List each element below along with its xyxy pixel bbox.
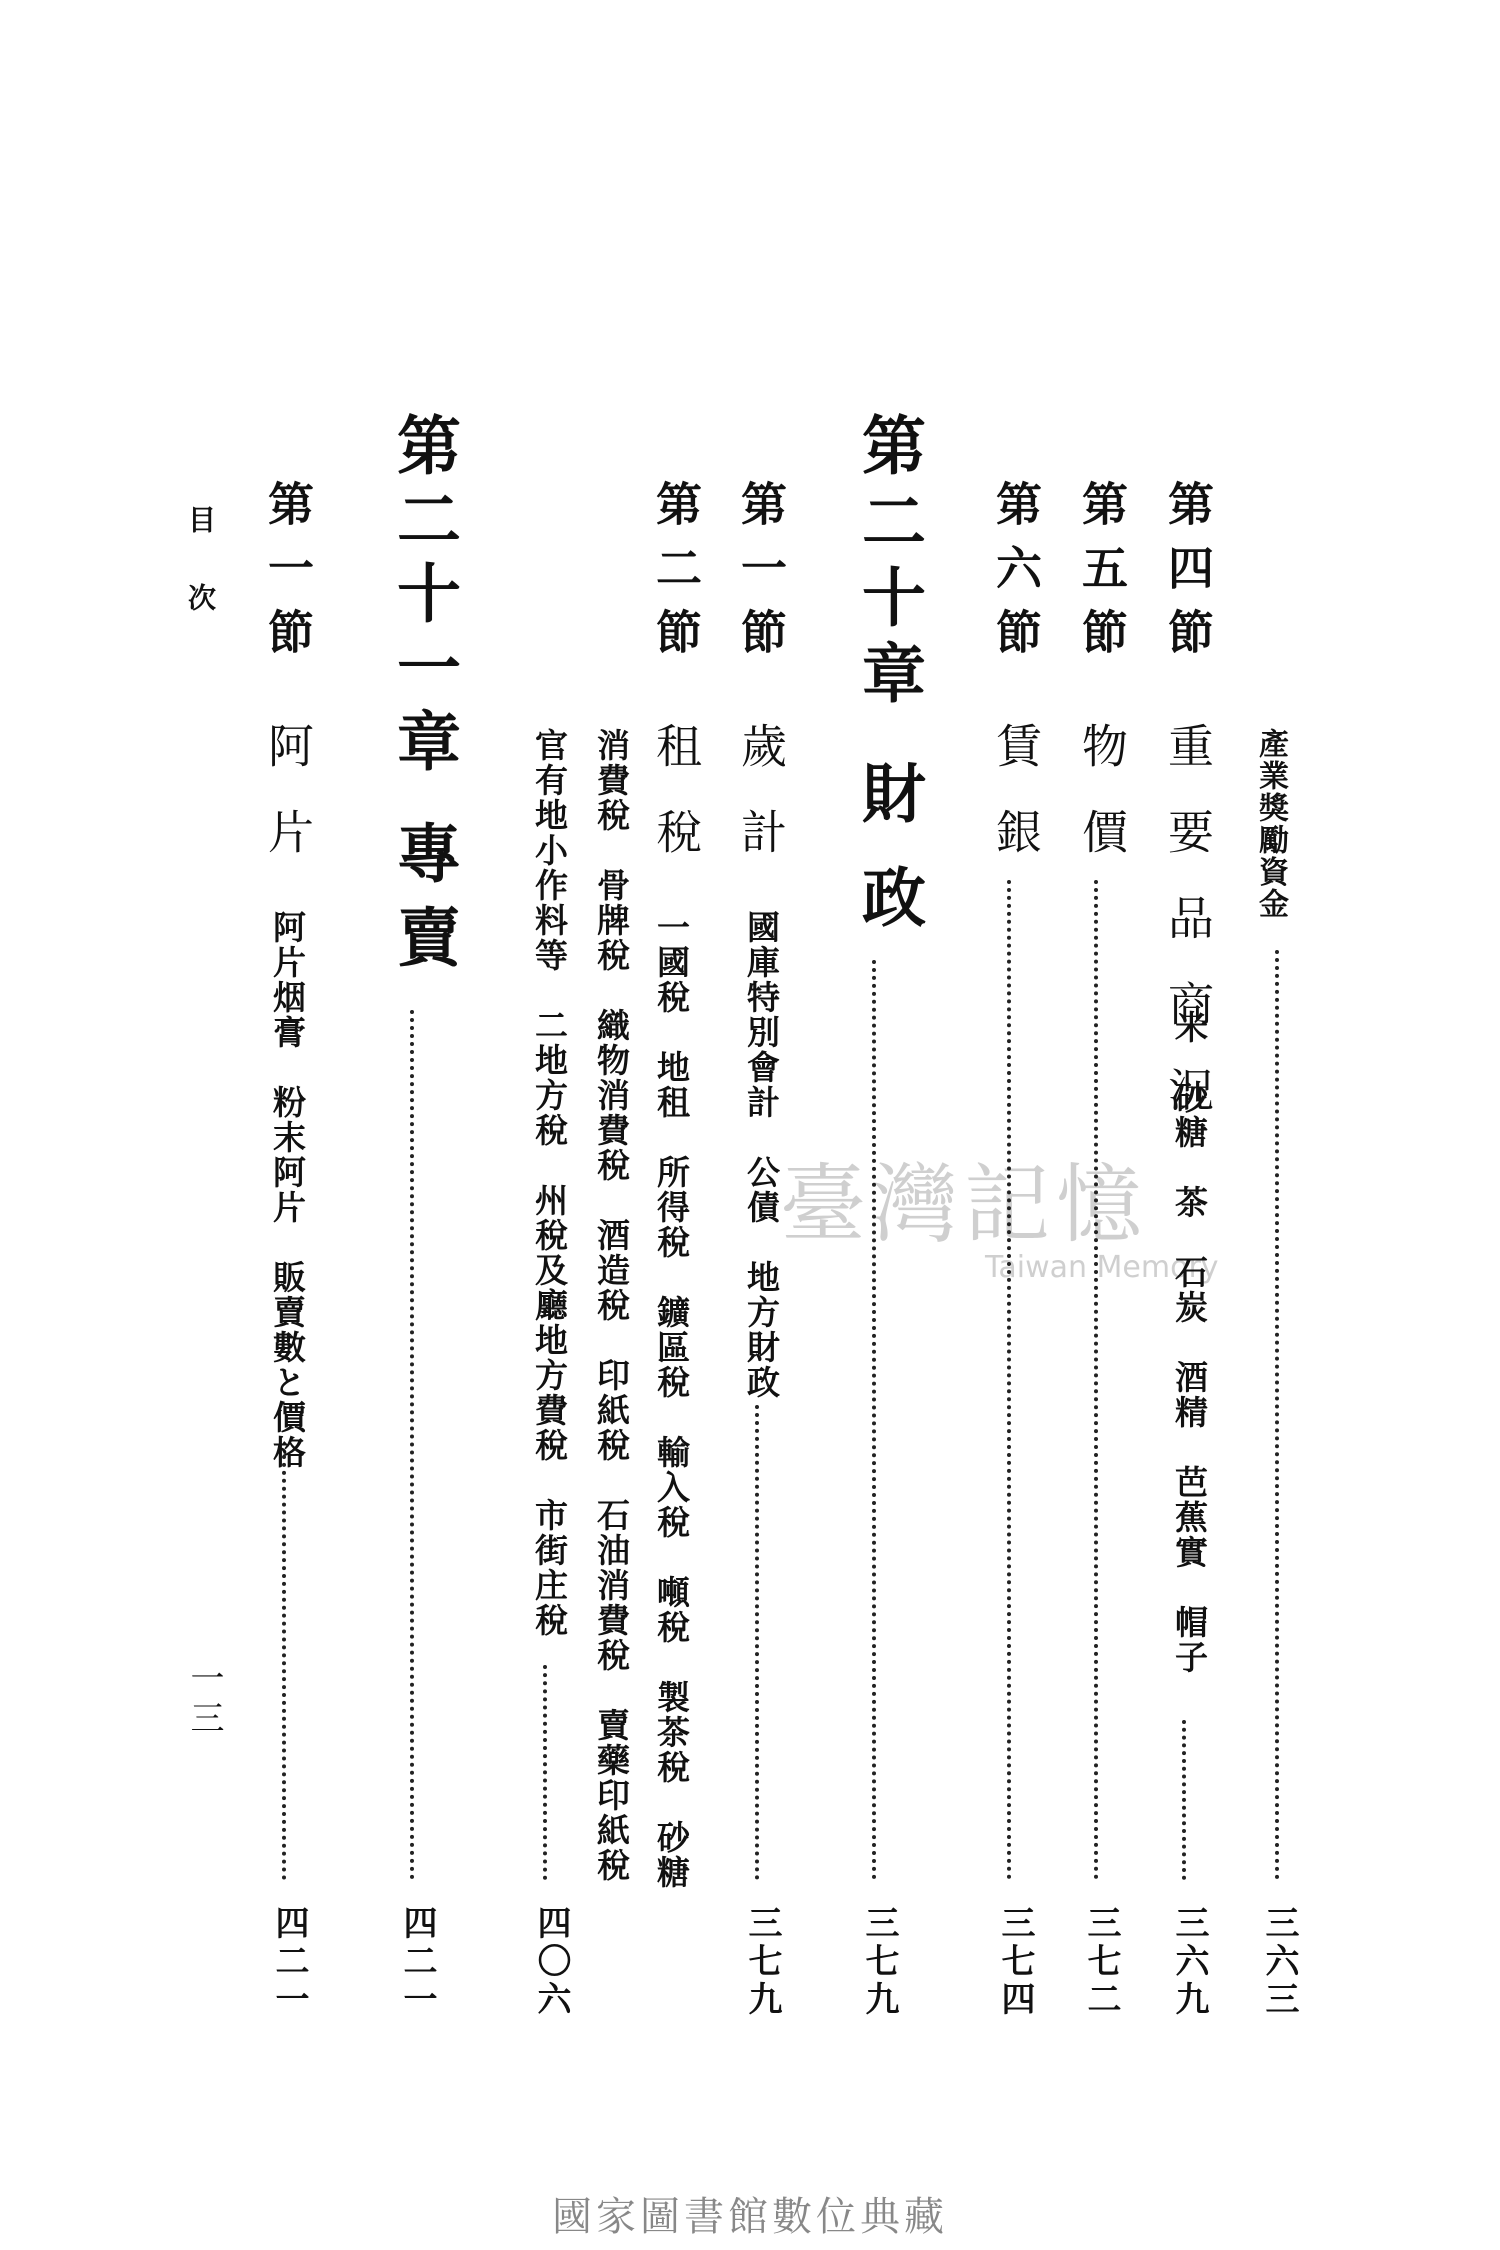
watermark-cn: 臺灣記憶	[780, 1155, 1148, 1255]
section-title: 阿片	[261, 722, 315, 894]
section-title: 物價	[1075, 722, 1129, 894]
leader-dots	[1182, 1720, 1190, 1880]
leader-dots	[543, 1665, 551, 1880]
page-number: 三六三	[1259, 1905, 1299, 2019]
chapter-title: 財政	[851, 760, 926, 968]
section-title: 賃銀	[989, 722, 1043, 894]
leader-dots	[1094, 880, 1102, 1880]
page-number: 三七九	[859, 1905, 899, 2019]
leader-dots	[1007, 880, 1015, 1880]
section-subtitle-line2: 消費稅 骨牌稅 織物消費稅 酒造稅 印紙稅 石油消費稅 賣藥印紙稅	[592, 728, 631, 1883]
page-number: 三七九	[742, 1905, 782, 2019]
leader-dots	[282, 1455, 290, 1880]
section-label: 第一節	[734, 480, 788, 672]
page-number: 三七二	[1081, 1905, 1121, 2019]
page-number: 四〇六	[531, 1905, 571, 2019]
entry-subtitle: 產業獎勵資金	[1253, 728, 1288, 920]
section-label: 第四節	[1161, 480, 1215, 672]
section-title: 租稅	[649, 722, 703, 894]
archive-footer: 國家圖書館數位典藏	[552, 2194, 948, 2240]
leader-dots	[1275, 950, 1283, 1880]
page-number: 三七四	[995, 1905, 1035, 2019]
section-subtitle: 米 砂糖 茶 石炭 酒精 芭蕉實 帽子	[1170, 1010, 1209, 1675]
page-number: 四二一	[397, 1905, 437, 2019]
chapter-label: 第二十一章	[386, 412, 461, 782]
chapter-title: 專賣	[386, 820, 461, 988]
section-label: 第五節	[1075, 480, 1129, 672]
section-subtitle-line1: 一國稅 地租 所得稅 鑛區稅 輸入稅 噸稅 製茶稅 砂糖	[652, 910, 691, 1890]
section-subtitle-line3: 官有地小作料等 二地方稅 州稅及廳地方費稅 市街庄稅	[530, 728, 569, 1638]
folio-number: 一三	[184, 1660, 224, 1740]
chapter-label: 第二十章	[851, 412, 926, 716]
page-number: 四二一	[269, 1905, 309, 2019]
section-label: 第六節	[989, 480, 1043, 672]
running-head: 目次	[184, 505, 217, 661]
section-subtitle: 國庫特別會計 公債 地方財政	[742, 910, 781, 1400]
section-label: 第一節	[261, 480, 315, 672]
page-number: 三六九	[1169, 1905, 1209, 2019]
watermark-en: Taiwan Memory	[985, 1250, 1219, 1285]
section-subtitle: 阿片烟膏 粉末阿片 販賣數と價格	[268, 910, 307, 1470]
section-title: 重要品商況	[1161, 722, 1215, 1152]
leader-dots	[410, 1010, 418, 1880]
leader-dots	[872, 960, 880, 1880]
section-title: 歲計	[734, 722, 788, 894]
section-label: 第二節	[649, 480, 703, 672]
leader-dots	[755, 1405, 763, 1880]
